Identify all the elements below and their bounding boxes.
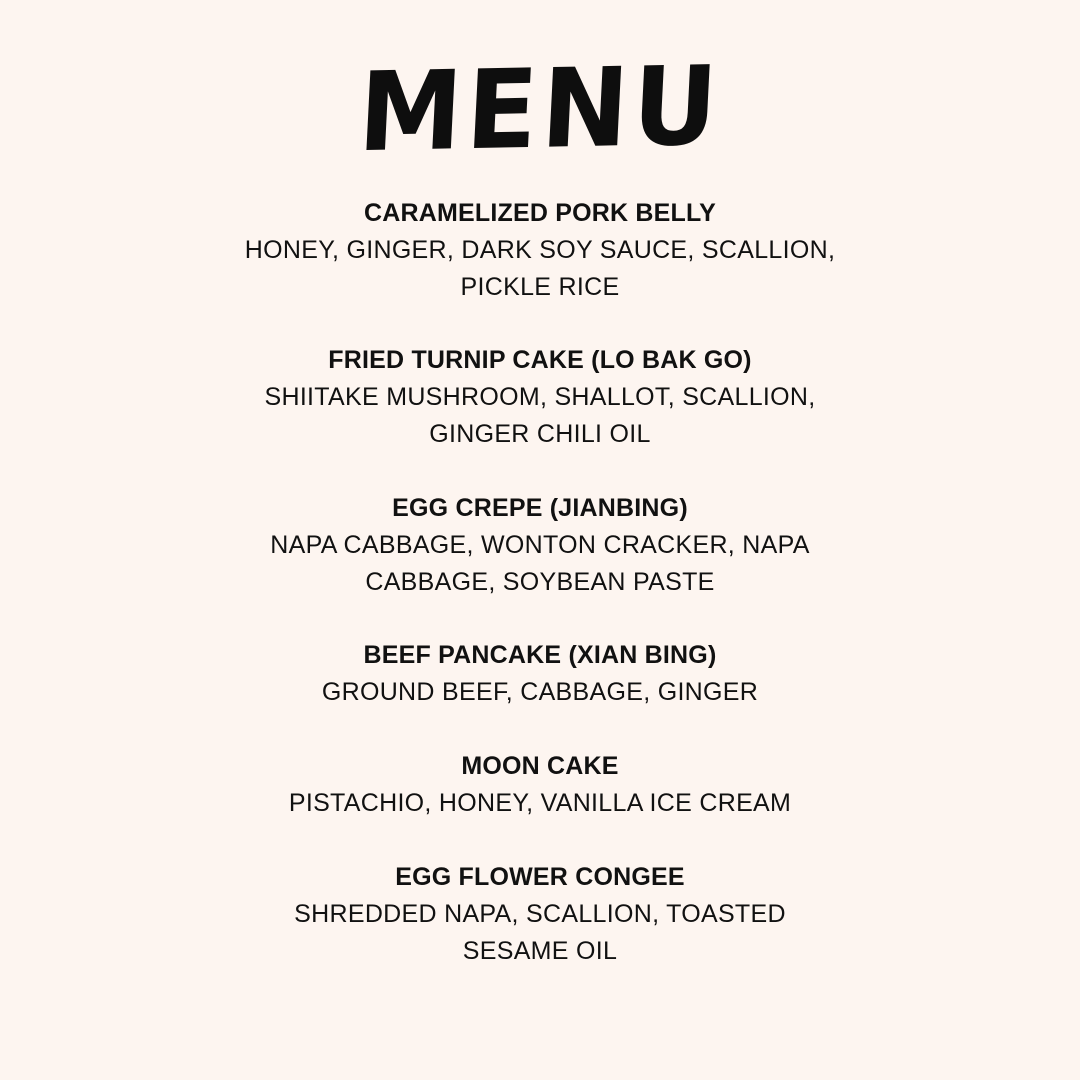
menu-item-description-line: GROUND BEEF, CABBAGE, GINGER (321, 678, 759, 706)
menu-item-name: EGG FLOWER CONGEE (395, 863, 685, 891)
menu-item-description-line: SHIITAKE MUSHROOM, SHALLOT, SCALLION, (264, 383, 816, 411)
menu-item-description-line: PICKLE RICE (460, 273, 620, 301)
menu-item-name: CARAMELIZED PORK BELLY (363, 199, 717, 227)
menu-item (190, 342, 890, 453)
menu-item-description-line: HONEY, GINGER, DARK SOY SAUCE, SCALLION, (244, 236, 836, 264)
menu-item (190, 195, 890, 306)
menu-item-name: MOON CAKE (461, 752, 619, 780)
menu-item-description-line: PISTACHIO, HONEY, VANILLA ICE CREAM (288, 789, 792, 817)
menu-item-description-line: SHREDDED NAPA, SCALLION, TOASTED (294, 900, 786, 928)
menu-item (190, 637, 890, 711)
menu-item-description-line: NAPA CABBAGE, WONTON CRACKER, NAPA (270, 531, 810, 559)
menu-item-description-line: CABBAGE, SOYBEAN PASTE (365, 568, 715, 596)
menu-list (0, 195, 1080, 970)
menu-item-description-line: GINGER CHILI OIL (429, 420, 651, 448)
menu-item-name: BEEF PANCAKE (XIAN BING) (363, 641, 717, 669)
menu-item-name: EGG CREPE (JIANBING) (392, 494, 688, 522)
menu-item-description-line: SESAME OIL (462, 937, 618, 965)
menu-item (190, 490, 890, 601)
menu-item (190, 859, 890, 970)
title-wrap (0, 41, 1080, 177)
menu-title: MENU (355, 41, 725, 177)
menu-item (190, 748, 890, 822)
menu-item-name: FRIED TURNIP CAKE (LO BAK GO) (328, 346, 752, 374)
